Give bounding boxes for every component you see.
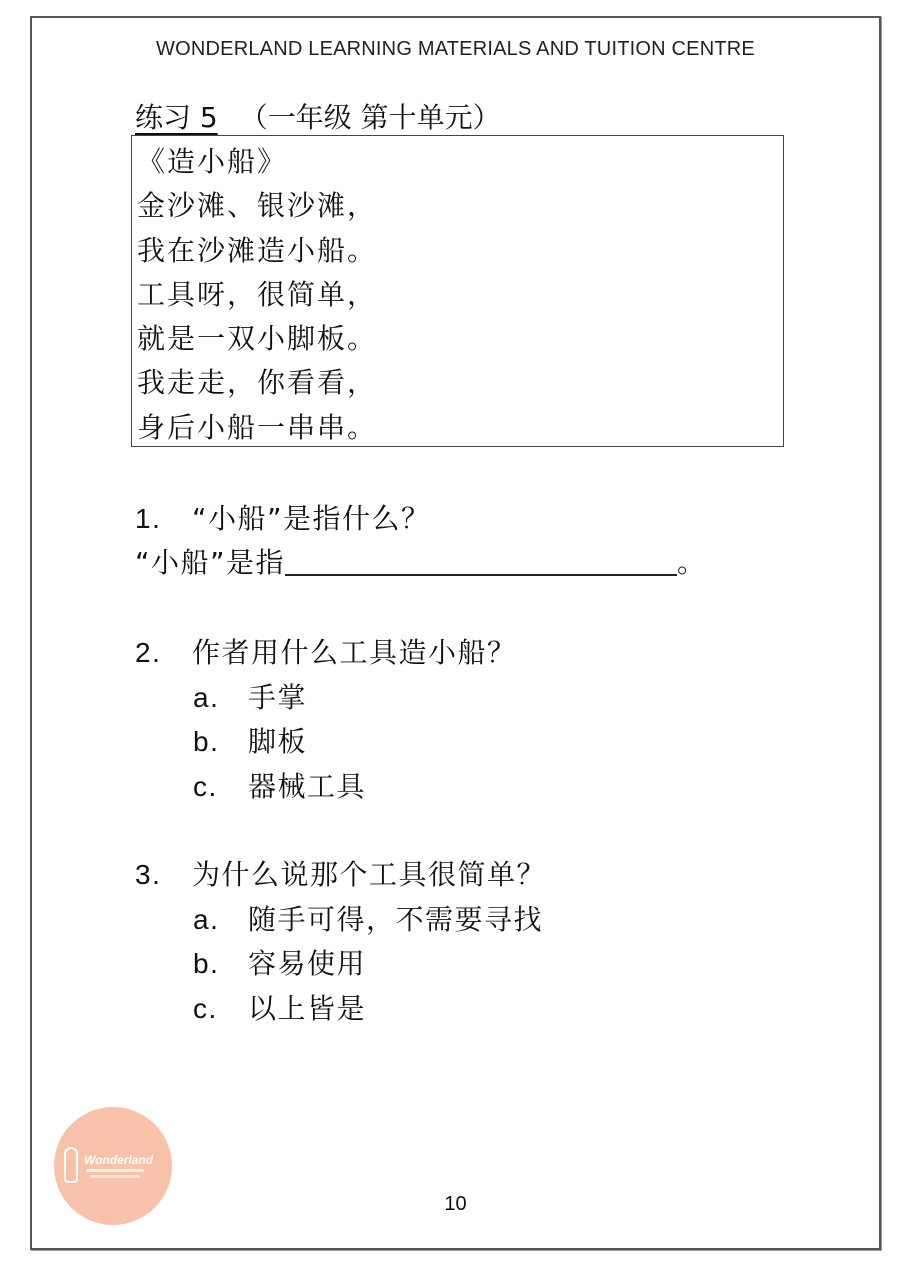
option-c[interactable] <box>193 987 366 1027</box>
poem-line: 我走走，你看看， <box>137 366 378 400</box>
question-number: 1. <box>135 503 162 534</box>
centre-name-header: WONDERLAND LEARNING MATERIALS AND TUITION CENTRE <box>156 38 755 60</box>
option-text: 随手可得，不需要寻找 <box>248 903 544 936</box>
option-text: 容易使用 <box>248 947 367 980</box>
answer-prefix: “小船”是指 <box>135 546 286 579</box>
mascot-icon <box>64 1147 78 1183</box>
option-letter: c. <box>193 771 218 802</box>
option-text: 脚板 <box>248 725 308 758</box>
option-letter: a. <box>193 904 220 935</box>
question-number: 3. <box>135 859 162 890</box>
logo-tagline-line <box>86 1169 144 1172</box>
option-a[interactable] <box>193 676 307 716</box>
exercise-label: 练习 5 <box>135 101 218 134</box>
poem-line: 身后小船一串串。 <box>137 410 378 444</box>
option-letter: b. <box>193 948 220 979</box>
option-c[interactable] <box>193 765 366 805</box>
page-number: 10 <box>444 1193 467 1215</box>
answer-blank[interactable] <box>285 544 677 576</box>
option-letter: a. <box>193 682 220 713</box>
logo-text: Wonderland <box>84 1153 154 1167</box>
question-1 <box>135 497 431 537</box>
question-1-answer <box>135 541 707 581</box>
option-b[interactable] <box>193 942 366 982</box>
poem-line: 我在沙滩造小船。 <box>137 233 378 267</box>
option-text: 器械工具 <box>248 770 367 803</box>
question-3 <box>135 853 546 893</box>
poem-title: 《造小船》 <box>137 145 288 178</box>
poem-line: 金沙滩、银沙滩， <box>137 189 378 223</box>
option-letter: c. <box>193 993 218 1024</box>
option-a[interactable] <box>193 898 543 938</box>
exercise-subtitle: （一年级 第十单元） <box>239 101 501 134</box>
poem-box <box>131 135 784 447</box>
question-text: 作者用什么工具造小船？ <box>192 636 517 669</box>
exercise-title <box>135 96 501 136</box>
logo-tagline-line <box>90 1175 140 1178</box>
question-text: 为什么说那个工具很简单？ <box>192 858 547 891</box>
question-number: 2. <box>135 637 162 668</box>
option-letter: b. <box>193 726 220 757</box>
poem-line: 就是一双小脚板。 <box>137 322 378 356</box>
option-text: 手掌 <box>248 681 308 714</box>
question-text: “小船”是指什么？ <box>192 502 431 535</box>
option-text: 以上皆是 <box>248 992 367 1025</box>
option-b[interactable] <box>193 720 307 760</box>
answer-suffix: 。 <box>677 546 707 579</box>
question-2 <box>135 631 517 671</box>
poem-line: 工具呀，很简单， <box>137 277 378 311</box>
